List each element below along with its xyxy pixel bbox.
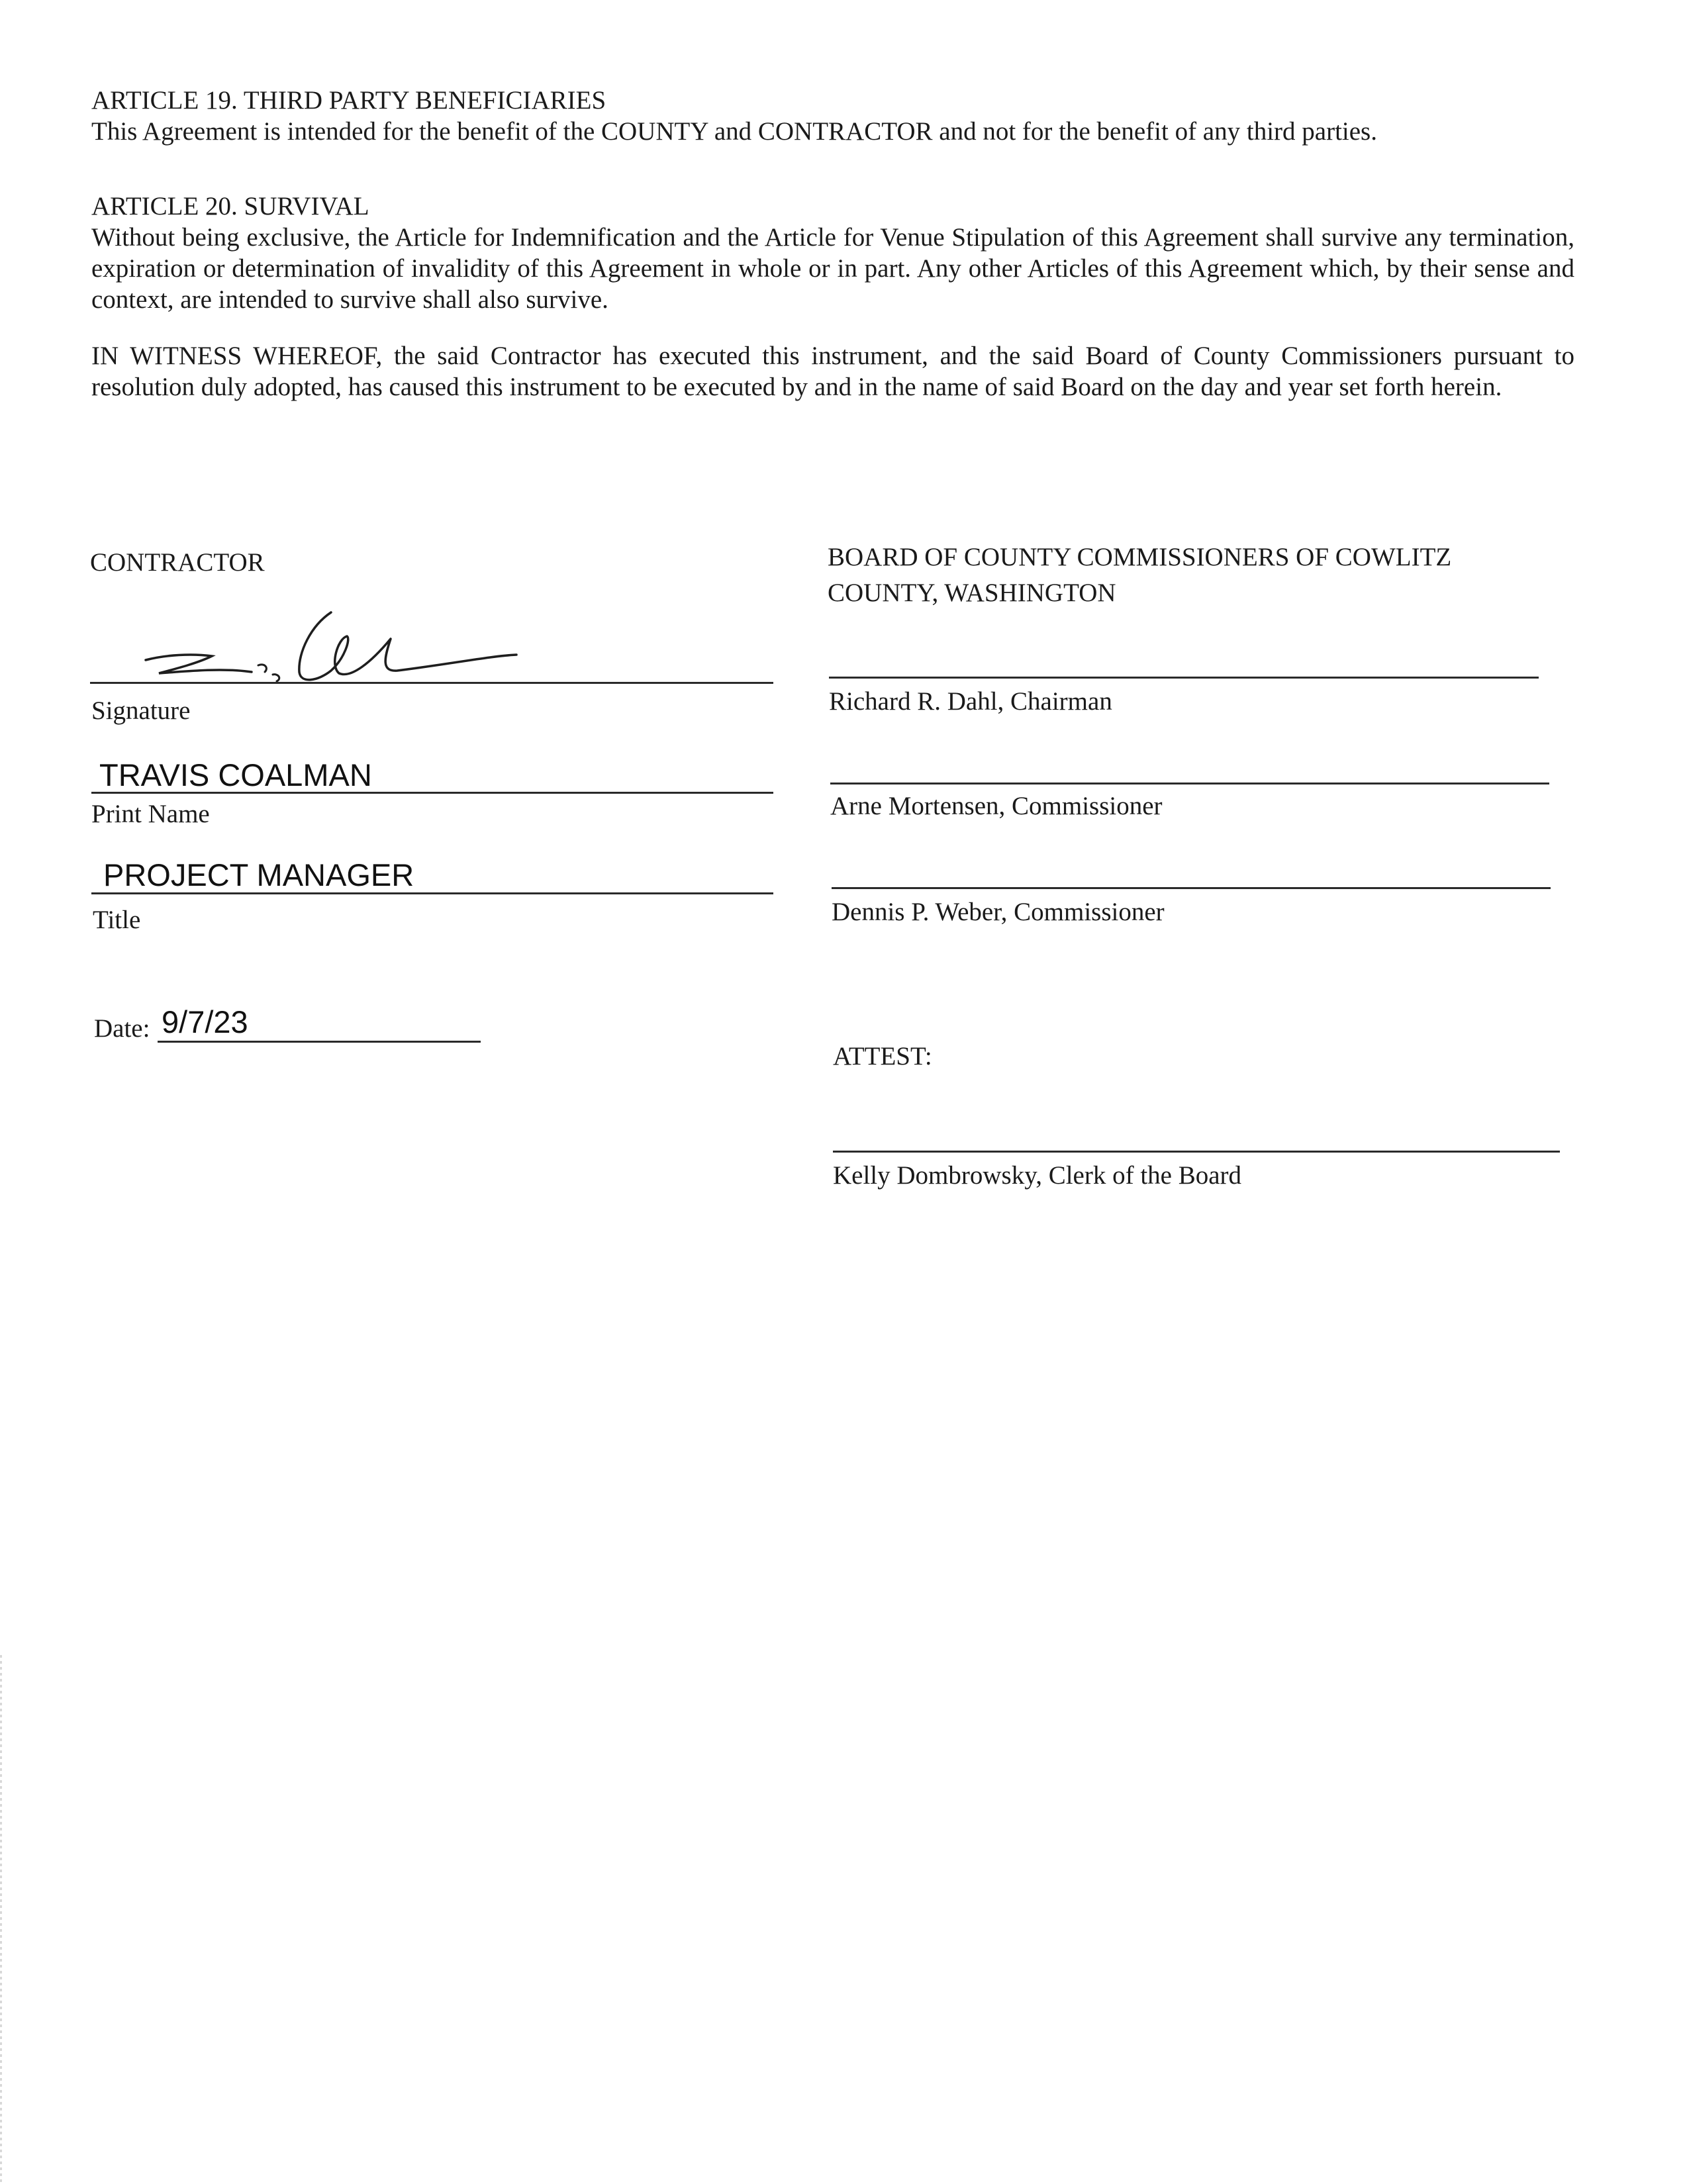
signatory-line-mortensen: [830, 783, 1549, 784]
witness-clause: [91, 340, 1574, 403]
print-name-line: [91, 792, 773, 794]
attest-label: ATTEST:: [833, 1042, 932, 1070]
article-19-heading: ARTICLE 19. THIRD PARTY BENEFICIARIES: [91, 86, 606, 115]
article-19: [91, 85, 1574, 147]
clerk-label: Kelly Dombrowsky, Clerk of the Board: [833, 1161, 1242, 1190]
title-line: [91, 892, 773, 894]
board-heading-line2: COUNTY, WASHINGTON: [828, 579, 1116, 607]
witness-body: IN WITNESS WHEREOF, the said Contractor has executed this instrument, and the said Board of County Commissioners pursuant to resolution duly adopted, has caused this instrument to be executed by and in the name of said Board on the day and year set forth herein.: [91, 342, 1574, 401]
board-heading-line1: BOARD OF COUNTY COMMISSIONERS OF COWLITZ: [828, 543, 1452, 571]
signatory-mortensen: Arne Mortensen, Commissioner: [830, 792, 1163, 820]
print-name-value: TRAVIS COALMAN: [99, 757, 372, 792]
title-label: Title: [93, 906, 141, 934]
clerk-line: [833, 1151, 1560, 1153]
contractor-heading: CONTRACTOR: [90, 548, 265, 577]
date-line: [158, 1041, 481, 1043]
signatory-dahl: Richard R. Dahl, Chairman: [829, 687, 1112, 716]
signatory-weber: Dennis P. Weber, Commissioner: [832, 898, 1165, 926]
article-20-body: Without being exclusive, the Article for Indemnification and the Article for Venue Stipulation of this Agreement shall survive any termination, expiration or determination of invalidity of this Agreement in whole or in part. Any other Articles of this Agreement which, by their sense and context, are intended to survive shall also survive.: [91, 223, 1574, 314]
article-20-heading: ARTICLE 20. SURVIVAL: [91, 192, 369, 220]
signatory-line-weber: [832, 887, 1551, 889]
date-label: Date:: [94, 1014, 150, 1043]
signature-line: [90, 682, 773, 684]
signature-label: Signature: [91, 696, 191, 725]
signatory-line-dahl: [829, 677, 1539, 679]
scan-edge-artifact: [0, 1655, 2, 2184]
date-value: 9/7/23: [162, 1004, 248, 1039]
article-20: [91, 191, 1574, 315]
title-value: PROJECT MANAGER: [103, 857, 414, 892]
article-19-body: This Agreement is intended for the benefit of the COUNTY and CONTRACTOR and not for the benefit of any third parties.: [91, 117, 1377, 146]
print-name-label: Print Name: [91, 800, 210, 828]
